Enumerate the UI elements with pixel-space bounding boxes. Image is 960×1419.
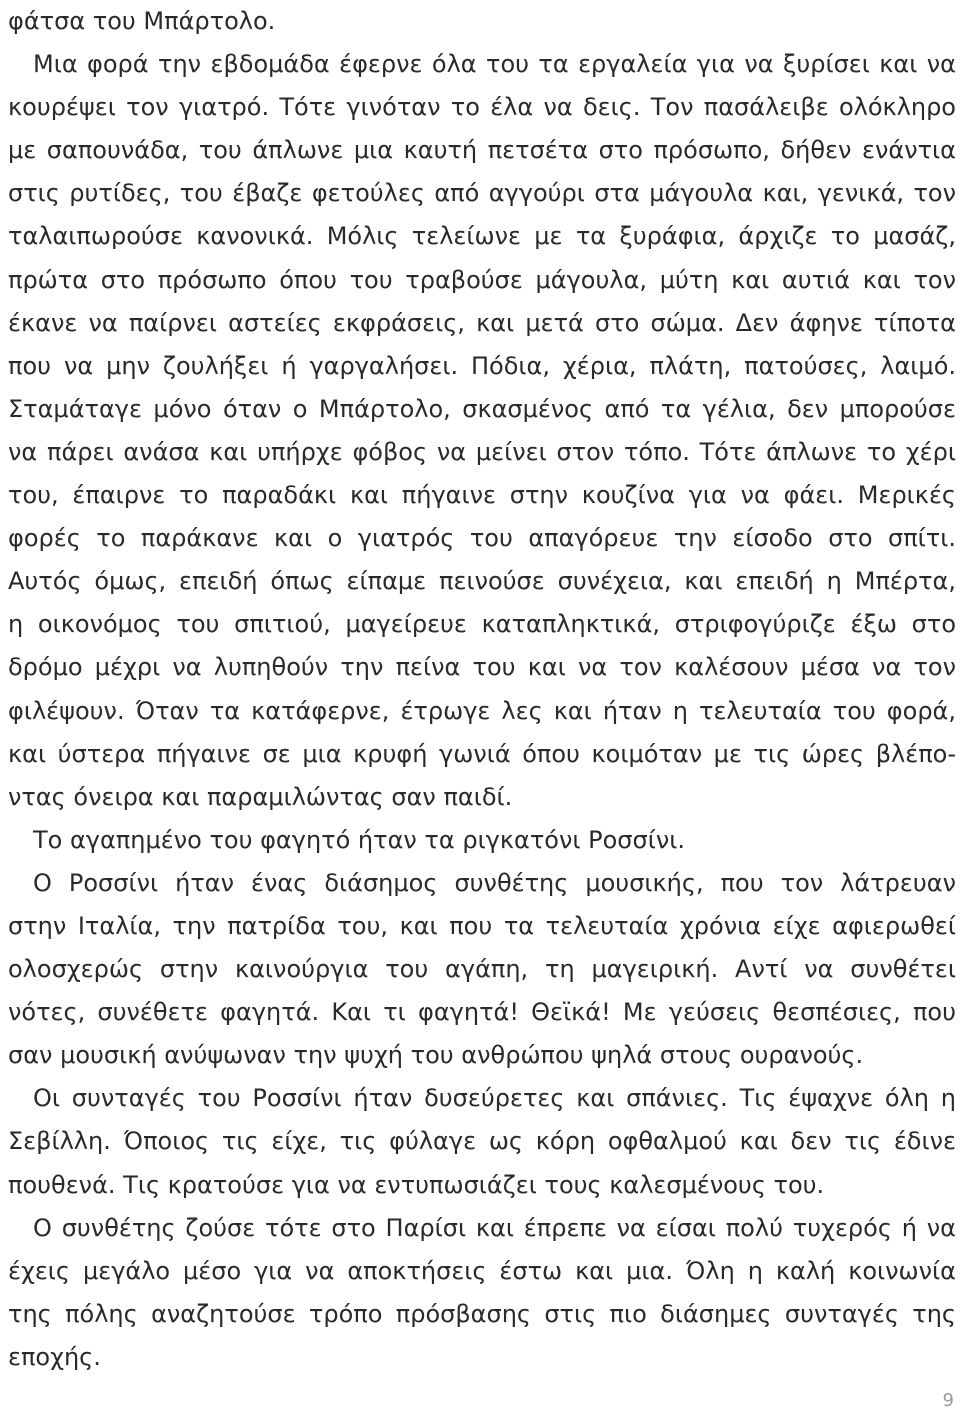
text-line: Το αγαπημένο του φαγητό ήταν τα ριγκατόνι Ροσσίνι. — [33, 825, 685, 854]
text-line: Ο συνθέτης ζούσε τότε στο Παρίσι και έπρεπε να είσαι πολύ τυχερός ή να — [33, 1213, 956, 1242]
text-line: φιλέψουν. Όταν τα κατάφερνε, έτρωγε λες και ήταν η τελευταία του φορά, — [8, 696, 956, 725]
page-number: 9 — [942, 1390, 954, 1411]
text-line: πουθενά. Τις κρατούσε για να εντυπωσιάζει τους καλεσμένους του. — [8, 1170, 825, 1199]
text-line: η οικονόμος του σπιτιού, μαγείρευε καταπληκτικά, στριφογύριζε έξω στο — [8, 610, 956, 639]
text-line: με σαπουνάδα, του άπλωνε μια καυτή πετσέτα στο πρόσωπο, δήθεν ενάντια — [8, 136, 956, 165]
text-line: Αυτός όμως, επειδή όπως είπαμε πεινούσε συνέχεια, και επειδή η Μπέρτα, — [8, 567, 956, 596]
text-line: Σεβίλλη. Όποιος τις είχε, τις φύλαγε ως κόρη οφθαλμού και δεν τις έδινε — [8, 1127, 956, 1156]
text-line: Σταμάταγε μόνο όταν ο Μπάρτολο, σκασμένος από τα γέλια, δεν μπορούσε — [8, 394, 956, 423]
page-body — [8, 0, 956, 1379]
text-line: ολοσχερώς στην καινούργια του αγάπη, τη μαγειρική. Αντί να συνθέτει — [8, 955, 956, 984]
text-line: εποχής. — [8, 1342, 101, 1371]
text-line: πρώτα στο πρόσωπο όπου του τραβούσε μάγουλα, μύτη και αυτιά και τον — [8, 265, 956, 294]
text-line: να πάρει ανάσα και υπήρχε φόβος να μείνει στον τόπο. Τότε άπλωνε το χέρι — [8, 437, 956, 466]
text-line: Ο Ροσσίνι ήταν ένας διάσημος συνθέτης μουσικής, που τον λάτρευαν — [33, 868, 956, 897]
text-line: στις ρυτίδες, του έβαζε φετούλες από αγγούρι στα μάγουλα και, γενικά, τον — [8, 179, 956, 208]
text-line: στην Ιταλία, την πατρίδα του, και που τα τελευταία χρόνια είχε αφιερωθεί — [8, 911, 956, 940]
text-line: Μια φορά την εβδομάδα έφερνε όλα του τα εργαλεία για να ξυρίσει και να — [33, 50, 956, 79]
text-line: ντας όνειρα και παραμιλώντας σαν παιδί. — [8, 782, 513, 811]
text-line: φορές το παράκανε και ο γιατρός του απαγόρευε την είσοδο στο σπίτι. — [8, 524, 956, 553]
text-line: δρόμο μέχρι να λυπηθούν την πείνα του και να τον καλέσουν μέσα να τον — [8, 653, 956, 682]
text-line: ταλαιπωρούσε κανονικά. Μόλις τελείωνε με τα ξυράφια, άρχιζε το μασάζ, — [8, 222, 956, 251]
text-line: Οι συνταγές του Ροσσίνι ήταν δυσεύρετες και σπάνιες. Τις έψαχνε όλη η — [33, 1084, 956, 1113]
text-line: φάτσα του Μπάρτολο. — [8, 7, 276, 35]
text-line: του, έπαιρνε το παραδάκι και πήγαινε στην κουζίνα για να φάει. Μερικές — [8, 481, 956, 510]
text-line: και ύστερα πήγαινε σε μια κρυφή γωνιά όπου κοιμόταν με τις ώρες βλέπο- — [8, 739, 956, 768]
text-line: νότες, συνέθετε φαγητά. Και τι φαγητά! Θεϊκά! Με γεύσεις θεσπέσιες, που — [8, 998, 956, 1027]
text-line: που να μην ζουλήξει ή γαργαλήσει. Πόδια, χέρια, πλάτη, πατούσες, λαιμό. — [8, 351, 956, 380]
text-line: κουρέψει τον γιατρό. Τότε γινόταν το έλα να δεις. Τον πασάλειβε ολόκληρο — [8, 93, 956, 122]
text-line: της πόλης αναζητούσε τρόπο πρόσβασης στις πιο διάσημες συνταγές της — [8, 1299, 956, 1328]
text-line: έκανε να παίρνει αστείες εκφράσεις, και μετά στο σώμα. Δεν άφηνε τίποτα — [8, 308, 956, 337]
text-line: σαν μουσική ανύψωναν την ψυχή του ανθρώπου ψηλά στους ουρανούς. — [8, 1041, 864, 1070]
text-line: έχεις μεγάλο μέσο για να αποκτήσεις έστω και μια. Όλη η καλή κοινωνία — [8, 1256, 956, 1285]
